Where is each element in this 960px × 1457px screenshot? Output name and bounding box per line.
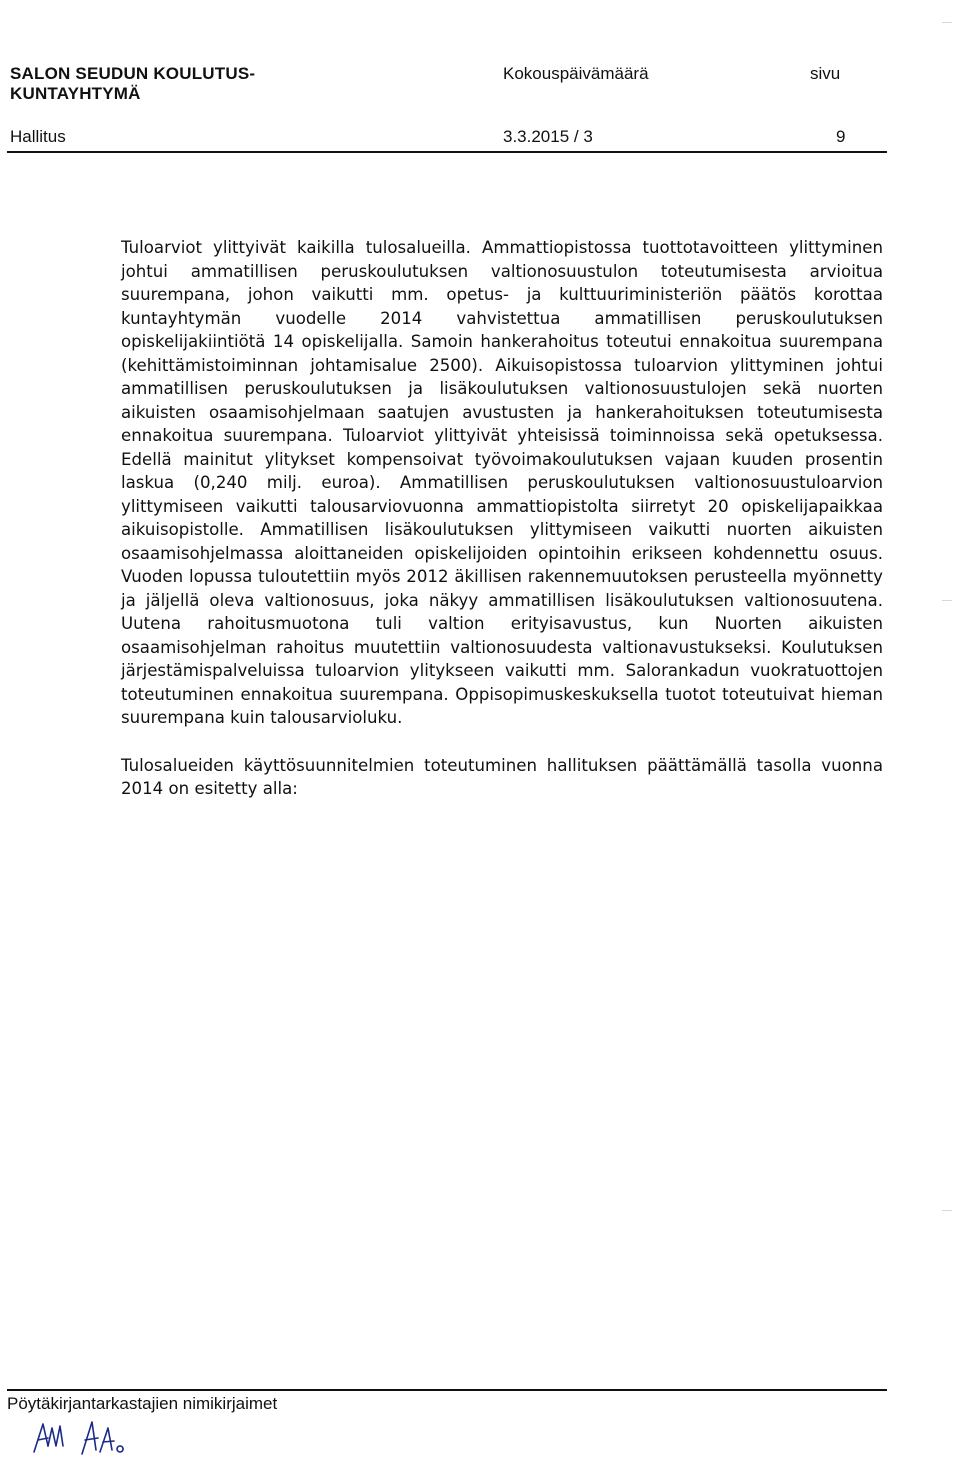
governing-body: Hallitus (10, 127, 66, 146)
reviewer-initials-signatures (30, 1416, 150, 1456)
page-number-label: sivu (810, 64, 841, 83)
scan-artifact (942, 600, 952, 601)
footer-divider (7, 1389, 887, 1391)
paragraph-results-intro: Tulosalueiden käyttösuunnitelmien toteutuminen hallituksen päättämällä tasolla vuonna 2014 on esitetty alla: (121, 755, 883, 798)
meeting-date-label: Kokouspäivämäärä (503, 64, 649, 83)
organization-name (10, 64, 255, 104)
scan-artifact (942, 22, 952, 23)
organization-name-line1: SALON SEUDUN KOULUTUS- (10, 64, 256, 83)
scan-artifact (942, 1210, 952, 1211)
signature-aa (82, 1422, 123, 1454)
header-divider (7, 151, 887, 153)
signature-am (34, 1424, 63, 1452)
meeting-date: 3.3.2015 / 3 (503, 127, 593, 146)
reviewer-initials-label: Pöytäkirjantarkastajien nimikirjaimet (7, 1394, 278, 1413)
paragraph-income-estimates: Tuloarviot ylittyivät kaikilla tulosalueilla. Ammattiopistossa tuottotavoitteen ylittyminen johtui ammatillisen peruskoulutuksen valtionosuustulon toteutumisesta arvioitua suurempana, johon vaikutti mm. opetus- ja kulttuuriministeriön päätös korottaa kuntayhtymän vuodelle 2014 vahvistettua ammatillisen peruskoulutuksen opiskelijakiintiötä 14 opiskelijalla. Samoin hankerahoitus toteutui ennakoitua suurempana (kehittämistoiminnan johtamisalue 2500). Aikuisopistossa tuloarvion ylittyminen johtui ammatillisen peruskoulutuksen ja lisäkoulutuksen valtionosuustulojen sekä nuorten aikuisten osaamisohjelmaan saatujen avustusten ja hankerahoituksen toteutumisesta ennakoitua suurempana. Tuloarviot ylittyivät yhteisissä toiminnoissa sekä opetuksessa. Edellä mainitut ylitykset kompensoivat työvoimakoulutuksen vajaan kuuden prosentin laskua (0,240 milj. euroa). Ammatillisen peruskoulutuksen valtionosuustuloarvion ylittymiseen vaikutti talousarviovuonna ammattiopistolta siirretyt 20 opiskelijapaikkaa aikuisopistolle. Ammatillisen lisäkoulutuksen ylittymiseen vaikutti nuorten aikuisten osaamisohjelmassa aloittaneiden opiskelijoiden opintoihin erikseen kohdennettu osuus. Vuoden lopussa tuloutettiin myös 2012 äkillisen rakennemuutoksen perusteella myönnetty ja jäljellä oleva valtionosuus, joka näkyy ammatillisen lisäkoulutuksen valtionosuutena. Uutena rahoitusmuotona tuli valtion erityisavustus, kun Nuorten aikuisten osaamisohjelman rahoitus muutettiin valtionosuudesta valtionavustukseksi. Koulutuksen järjestämispalveluissa tuloarvion ylitykseen vaikutti mm. Salorankadun vuokratuottojen toteutuminen ennakoitua suurempana. Oppisopimuskeskuksella tuotot toteutuivat hieman suurempana kuin talousarvioluku. (121, 238, 883, 727)
page-number: 9 (836, 127, 846, 146)
organization-name-line2: KUNTAYHTYMÄ (10, 84, 141, 103)
document-body (121, 236, 883, 801)
